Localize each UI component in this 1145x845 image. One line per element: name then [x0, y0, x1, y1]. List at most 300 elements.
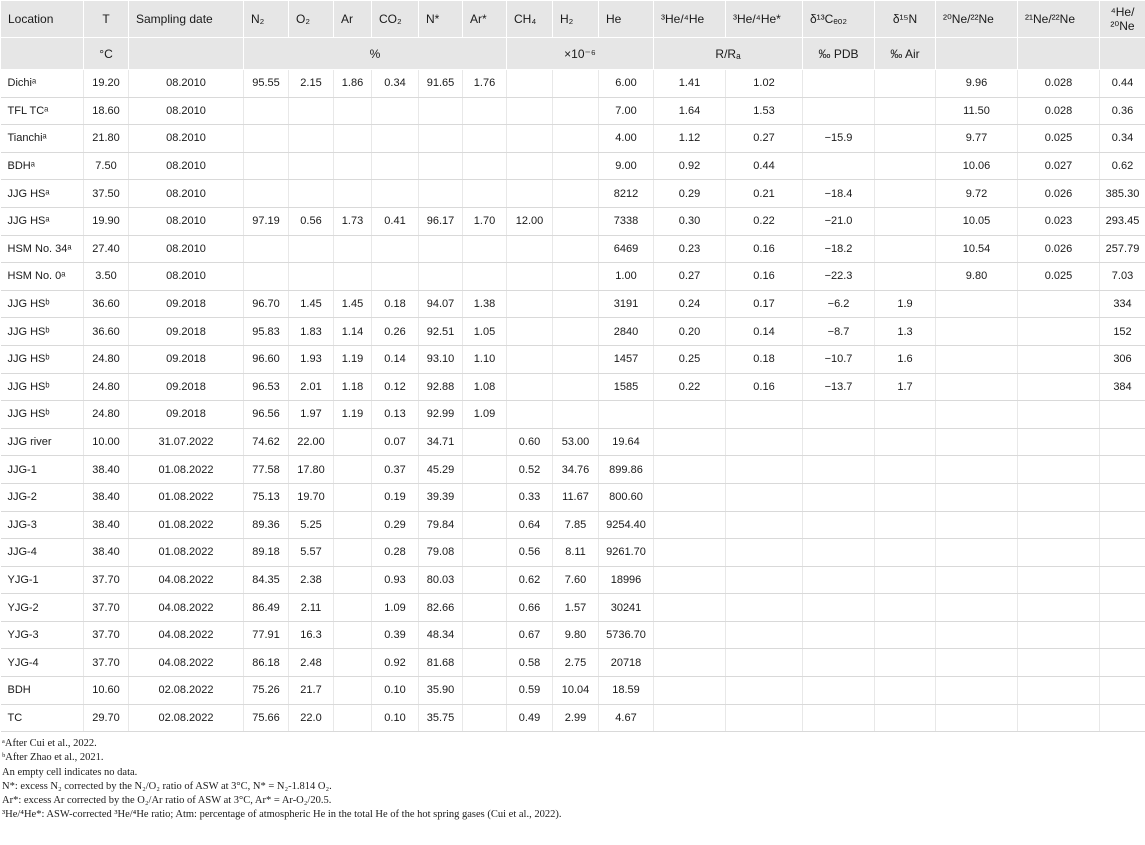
table-cell: 81.68 — [419, 649, 463, 677]
table-cell: 24.80 — [84, 373, 129, 401]
table-cell: 08.2010 — [129, 180, 244, 208]
table-cell: 08.2010 — [129, 207, 244, 235]
location-cell: TFL TCᵃ — [1, 97, 84, 125]
table-cell: 0.36 — [1100, 97, 1145, 125]
table-cell: 08.2010 — [129, 152, 244, 180]
table-cell: 8.11 — [553, 539, 599, 567]
table-cell — [553, 290, 599, 318]
table-cell — [803, 483, 875, 511]
table-row — [1, 401, 1145, 429]
table-cell — [1018, 345, 1100, 373]
table-cell: 293.45 — [1100, 207, 1145, 235]
col-header-n-excess: N* — [419, 1, 463, 38]
table-cell: 0.34 — [372, 70, 419, 98]
table-cell: 2.11 — [289, 594, 334, 622]
table-cell: 75.66 — [244, 704, 289, 732]
table-cell: −13.7 — [803, 373, 875, 401]
table-cell: 21.80 — [84, 125, 129, 153]
table-cell — [875, 263, 936, 291]
units-row — [1, 38, 1145, 70]
table-cell: −22.3 — [803, 263, 875, 291]
table-cell: 29.70 — [84, 704, 129, 732]
table-cell: 1.02 — [726, 70, 803, 98]
footnote-ar-excess: Ar*: excess Ar corrected by the O₂/Ar ratio of ASW at 3°C, Ar* = Ar-O₂/20.5. — [2, 795, 332, 807]
table-cell: 334 — [1100, 290, 1145, 318]
table-cell: 20718 — [599, 649, 654, 677]
table-cell: 96.17 — [419, 207, 463, 235]
table-cell — [875, 235, 936, 263]
table-cell — [289, 152, 334, 180]
location-cell: BDH — [1, 677, 84, 705]
table-cell — [463, 566, 507, 594]
table-cell: 09.2018 — [129, 373, 244, 401]
table-row — [1, 594, 1145, 622]
table-cell: 0.30 — [654, 207, 726, 235]
table-cell: 0.64 — [507, 511, 553, 539]
table-cell — [463, 456, 507, 484]
table-cell — [553, 97, 599, 125]
table-cell: 0.62 — [1100, 152, 1145, 180]
table-cell: 82.66 — [419, 594, 463, 622]
table-cell: 1.97 — [289, 401, 334, 429]
table-cell — [803, 704, 875, 732]
table-cell: 96.53 — [244, 373, 289, 401]
table-cell: 0.18 — [726, 345, 803, 373]
table-cell: 8212 — [599, 180, 654, 208]
unit-location — [1, 38, 84, 70]
table-cell — [803, 70, 875, 98]
table-cell: 800.60 — [599, 483, 654, 511]
table-cell — [553, 207, 599, 235]
table-cell — [875, 539, 936, 567]
location-cell: JJG-4 — [1, 539, 84, 567]
table-cell — [244, 180, 289, 208]
table-cell: 11.50 — [936, 97, 1018, 125]
table-cell — [654, 511, 726, 539]
footnote-he-ratio: ³He/⁴He*: ASW-corrected ³He/⁴He ratio; Atm: percentage of atmospheric He in the total He of the hot spring gases (Cui et al., 2022). — [2, 809, 562, 821]
table-cell — [875, 180, 936, 208]
table-cell: 0.41 — [372, 207, 419, 235]
table-cell: 152 — [1100, 318, 1145, 346]
table-cell — [507, 263, 553, 291]
table-cell — [803, 539, 875, 567]
table-cell — [936, 290, 1018, 318]
table-cell: 1.70 — [463, 207, 507, 235]
table-cell — [419, 180, 463, 208]
col-header-he-ratio-corrected: ³He/⁴He* — [726, 1, 803, 38]
table-cell: 0.29 — [372, 511, 419, 539]
location-cell: JJG HSᵇ — [1, 345, 84, 373]
table-cell — [875, 704, 936, 732]
table-cell — [803, 152, 875, 180]
table-cell: 0.023 — [1018, 207, 1100, 235]
table-cell: 96.70 — [244, 290, 289, 318]
table-cell: 01.08.2022 — [129, 511, 244, 539]
table-cell — [726, 539, 803, 567]
table-cell: 0.56 — [289, 207, 334, 235]
table-cell: 24.80 — [84, 401, 129, 429]
location-cell: JJG HSᵇ — [1, 318, 84, 346]
table-cell — [875, 483, 936, 511]
table-cell: 22.00 — [289, 428, 334, 456]
table-cell — [1100, 594, 1145, 622]
table-cell — [1018, 483, 1100, 511]
table-cell: 48.34 — [419, 621, 463, 649]
location-cell: JJG-2 — [1, 483, 84, 511]
table-cell: 35.90 — [419, 677, 463, 705]
table-cell: 09.2018 — [129, 401, 244, 429]
table-cell: 1.64 — [654, 97, 726, 125]
table-cell: 9.96 — [936, 70, 1018, 98]
table-cell: 1.05 — [463, 318, 507, 346]
col-header-temperature: T — [84, 1, 129, 38]
table-cell — [654, 428, 726, 456]
table-cell — [289, 235, 334, 263]
table-cell — [553, 180, 599, 208]
table-cell: 0.17 — [726, 290, 803, 318]
table-cell — [1100, 483, 1145, 511]
location-cell: JJG HSᵃ — [1, 207, 84, 235]
table-cell — [654, 539, 726, 567]
location-cell: HSM No. 34ᵃ — [1, 235, 84, 263]
table-cell: 257.79 — [1100, 235, 1145, 263]
table-cell — [875, 97, 936, 125]
location-cell: YJG-1 — [1, 566, 84, 594]
table-cell — [1100, 428, 1145, 456]
table-cell — [553, 125, 599, 153]
table-cell — [875, 677, 936, 705]
table-cell — [289, 125, 334, 153]
table-cell — [803, 621, 875, 649]
table-cell: 7338 — [599, 207, 654, 235]
table-cell: 10.06 — [936, 152, 1018, 180]
table-cell: 3.50 — [84, 263, 129, 291]
table-row — [1, 428, 1145, 456]
table-cell: 0.62 — [507, 566, 553, 594]
table-cell: 96.56 — [244, 401, 289, 429]
table-cell: 37.70 — [84, 621, 129, 649]
table-cell: 1.19 — [334, 345, 372, 373]
table-cell: 0.16 — [726, 235, 803, 263]
unit-ne21-ne22 — [1018, 38, 1100, 70]
table-cell — [803, 456, 875, 484]
col-header-n2: N₂ — [244, 1, 289, 38]
table-cell — [726, 428, 803, 456]
table-cell: 1.93 — [289, 345, 334, 373]
table-cell: 36.60 — [84, 318, 129, 346]
table-cell — [936, 318, 1018, 346]
table-cell: 01.08.2022 — [129, 456, 244, 484]
table-cell: 1.19 — [334, 401, 372, 429]
table-cell: 09.2018 — [129, 290, 244, 318]
table-cell: 9254.40 — [599, 511, 654, 539]
table-cell — [553, 373, 599, 401]
table-cell — [875, 428, 936, 456]
table-cell — [654, 483, 726, 511]
table-cell — [1018, 511, 1100, 539]
table-cell — [875, 649, 936, 677]
table-cell — [334, 566, 372, 594]
table-cell — [334, 539, 372, 567]
table-cell — [289, 263, 334, 291]
table-cell: 01.08.2022 — [129, 539, 244, 567]
table-cell — [936, 428, 1018, 456]
table-cell — [553, 235, 599, 263]
col-header-o2: O₂ — [289, 1, 334, 38]
table-footnotes — [0, 732, 1145, 822]
table-cell: 9261.70 — [599, 539, 654, 567]
table-cell: 12.00 — [507, 207, 553, 235]
table-cell — [507, 290, 553, 318]
table-row — [1, 235, 1145, 263]
table-cell: 38.40 — [84, 539, 129, 567]
table-cell: 39.39 — [419, 483, 463, 511]
table-cell — [419, 152, 463, 180]
table-cell: 08.2010 — [129, 235, 244, 263]
table-cell — [553, 318, 599, 346]
table-cell — [1018, 649, 1100, 677]
table-cell: 0.26 — [372, 318, 419, 346]
table-cell: 53.00 — [553, 428, 599, 456]
table-cell — [463, 511, 507, 539]
col-header-ar-excess: Ar* — [463, 1, 507, 38]
table-cell: 37.50 — [84, 180, 129, 208]
table-cell — [654, 621, 726, 649]
table-cell — [875, 621, 936, 649]
table-cell — [463, 125, 507, 153]
table-cell — [334, 97, 372, 125]
table-cell: 95.55 — [244, 70, 289, 98]
table-cell: 1.45 — [289, 290, 334, 318]
table-cell: 1.38 — [463, 290, 507, 318]
table-cell: 16.3 — [289, 621, 334, 649]
table-cell: 1.10 — [463, 345, 507, 373]
table-cell — [875, 511, 936, 539]
table-cell — [507, 97, 553, 125]
table-cell — [419, 97, 463, 125]
table-cell: −15.9 — [803, 125, 875, 153]
table-cell: 5.25 — [289, 511, 334, 539]
table-cell: −18.2 — [803, 235, 875, 263]
table-cell: 1.3 — [875, 318, 936, 346]
table-cell: 2.99 — [553, 704, 599, 732]
table-row — [1, 511, 1145, 539]
table-cell — [654, 704, 726, 732]
table-cell: 77.58 — [244, 456, 289, 484]
table-cell: 7.85 — [553, 511, 599, 539]
table-row — [1, 97, 1145, 125]
table-cell: 2840 — [599, 318, 654, 346]
table-cell — [507, 70, 553, 98]
table-cell: 0.16 — [726, 373, 803, 401]
table-cell: 1457 — [599, 345, 654, 373]
table-cell — [507, 401, 553, 429]
table-cell: 1.53 — [726, 97, 803, 125]
table-cell: 899.86 — [599, 456, 654, 484]
table-cell — [463, 594, 507, 622]
table-cell: 84.35 — [244, 566, 289, 594]
table-cell: 86.49 — [244, 594, 289, 622]
table-row — [1, 704, 1145, 732]
table-cell — [334, 428, 372, 456]
table-cell — [334, 456, 372, 484]
location-cell: JJG HSᵇ — [1, 373, 84, 401]
table-cell — [244, 152, 289, 180]
table-row — [1, 483, 1145, 511]
table-cell: −10.7 — [803, 345, 875, 373]
table-cell: 1.57 — [553, 594, 599, 622]
table-row — [1, 125, 1145, 153]
table-cell: 79.08 — [419, 539, 463, 567]
unit-ratio: R/Rₐ — [654, 38, 803, 70]
table-cell: 1585 — [599, 373, 654, 401]
table-cell — [936, 649, 1018, 677]
table-cell: 9.80 — [553, 621, 599, 649]
table-cell: 0.93 — [372, 566, 419, 594]
table-cell — [875, 207, 936, 235]
table-cell: 0.028 — [1018, 70, 1100, 98]
table-cell: 0.34 — [1100, 125, 1145, 153]
table-cell: 0.92 — [372, 649, 419, 677]
table-cell — [599, 401, 654, 429]
table-cell: 89.18 — [244, 539, 289, 567]
table-cell — [507, 235, 553, 263]
table-cell — [726, 677, 803, 705]
table-cell: 02.08.2022 — [129, 704, 244, 732]
table-cell — [463, 152, 507, 180]
table-cell — [463, 263, 507, 291]
table-cell — [875, 125, 936, 153]
table-row — [1, 649, 1145, 677]
table-cell — [875, 70, 936, 98]
table-cell: 75.26 — [244, 677, 289, 705]
table-cell: 5736.70 — [599, 621, 654, 649]
table-cell: 7.50 — [84, 152, 129, 180]
table-cell: 92.99 — [419, 401, 463, 429]
table-cell — [654, 401, 726, 429]
table-cell: 0.14 — [372, 345, 419, 373]
location-cell: JJG-3 — [1, 511, 84, 539]
table-cell: 0.028 — [1018, 97, 1100, 125]
table-cell — [419, 235, 463, 263]
table-cell — [726, 704, 803, 732]
table-cell — [463, 649, 507, 677]
table-cell — [1018, 401, 1100, 429]
table-cell: 38.40 — [84, 483, 129, 511]
table-cell — [463, 704, 507, 732]
table-cell: 94.07 — [419, 290, 463, 318]
table-cell — [654, 566, 726, 594]
table-cell — [654, 649, 726, 677]
header-row — [1, 1, 1145, 38]
table-cell — [726, 649, 803, 677]
table-row — [1, 263, 1145, 291]
table-cell: 38.40 — [84, 456, 129, 484]
table-cell: 9.80 — [936, 263, 1018, 291]
table-cell: 384 — [1100, 373, 1145, 401]
table-cell — [936, 677, 1018, 705]
table-cell — [936, 539, 1018, 567]
table-cell: 6469 — [599, 235, 654, 263]
table-cell — [803, 97, 875, 125]
table-cell: 34.76 — [553, 456, 599, 484]
table-cell: 0.18 — [372, 290, 419, 318]
table-cell: 7.60 — [553, 566, 599, 594]
table-cell: 10.05 — [936, 207, 1018, 235]
table-cell: 37.70 — [84, 649, 129, 677]
table-cell — [372, 263, 419, 291]
table-cell: 0.24 — [654, 290, 726, 318]
table-cell — [334, 125, 372, 153]
table-cell: 27.40 — [84, 235, 129, 263]
table-cell — [507, 152, 553, 180]
table-cell — [803, 649, 875, 677]
table-cell: 6.00 — [599, 70, 654, 98]
table-cell: 97.19 — [244, 207, 289, 235]
table-cell — [726, 621, 803, 649]
table-cell: 3191 — [599, 290, 654, 318]
col-header-location: Location — [1, 1, 84, 38]
table-cell: 1.09 — [463, 401, 507, 429]
table-cell — [654, 456, 726, 484]
table-row — [1, 539, 1145, 567]
table-cell: 0.10 — [372, 677, 419, 705]
table-row — [1, 621, 1145, 649]
table-cell: 0.60 — [507, 428, 553, 456]
table-cell: 02.08.2022 — [129, 677, 244, 705]
footnote-n-excess: N*: excess N₂ corrected by the N₂/O₂ ratio of ASW at 3°C, N* = N₂-1.814 O₂. — [2, 780, 332, 792]
table-cell — [289, 180, 334, 208]
table-cell: 17.80 — [289, 456, 334, 484]
table-cell — [289, 97, 334, 125]
table-cell: 7.03 — [1100, 263, 1145, 291]
table-cell: 45.29 — [419, 456, 463, 484]
table-cell — [419, 125, 463, 153]
table-cell — [372, 235, 419, 263]
table-cell: 1.08 — [463, 373, 507, 401]
table-cell: 5.57 — [289, 539, 334, 567]
table-cell: 2.48 — [289, 649, 334, 677]
table-cell — [803, 511, 875, 539]
location-cell: HSM No. 0ᵃ — [1, 263, 84, 291]
location-cell: YJG-3 — [1, 621, 84, 649]
table-cell: 30241 — [599, 594, 654, 622]
table-cell: 80.03 — [419, 566, 463, 594]
location-cell: TC — [1, 704, 84, 732]
table-body — [1, 70, 1145, 732]
col-header-ne20-ne22: ²⁰Ne/²²Ne — [936, 1, 1018, 38]
table-cell — [726, 401, 803, 429]
table-cell — [507, 318, 553, 346]
table-cell: 0.22 — [654, 373, 726, 401]
table-cell: 0.13 — [372, 401, 419, 429]
table-cell: 1.76 — [463, 70, 507, 98]
table-cell — [463, 483, 507, 511]
table-cell — [463, 621, 507, 649]
table-cell: 96.60 — [244, 345, 289, 373]
unit-air: ‰ Air — [875, 38, 936, 70]
table-cell — [372, 125, 419, 153]
col-header-delta15n: δ¹⁵N — [875, 1, 936, 38]
unit-ne20-ne22 — [936, 38, 1018, 70]
location-cell: YJG-2 — [1, 594, 84, 622]
table-cell — [1100, 401, 1145, 429]
col-header-he-ratio: ³He/⁴He — [654, 1, 726, 38]
table-cell — [334, 235, 372, 263]
table-cell — [936, 401, 1018, 429]
table-cell: 0.10 — [372, 704, 419, 732]
table-cell — [1018, 456, 1100, 484]
